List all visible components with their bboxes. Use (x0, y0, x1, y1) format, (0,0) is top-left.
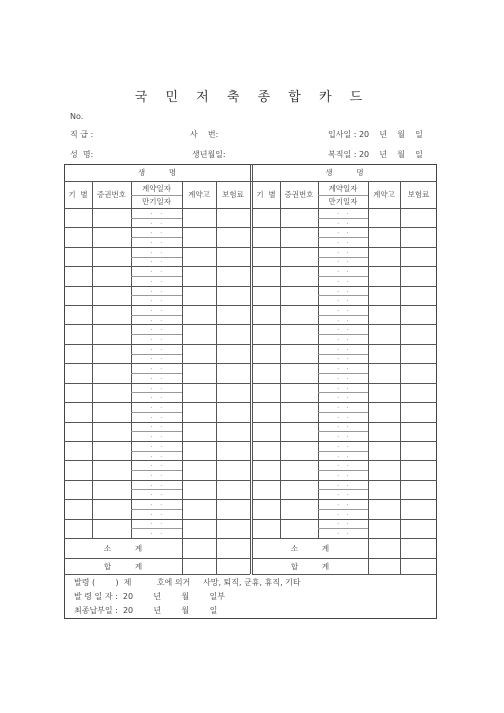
right-total-label: 합 계 (290, 561, 330, 571)
left-date-placeholder: . . (150, 509, 163, 517)
right-date-placeholder: . . (337, 432, 349, 440)
right-date-placeholder: . . (337, 364, 349, 372)
center-divider (252, 164, 253, 574)
left-total-label: 합 계 (103, 561, 143, 571)
right-date-placeholder: . . (337, 451, 349, 459)
left-date-placeholder: . . (150, 208, 163, 216)
left-date-placeholder: . . (150, 286, 163, 294)
right-date-placeholder: . . (337, 208, 349, 216)
right-col-period: 기 별 (256, 190, 276, 199)
right-date-placeholder: . . (337, 373, 349, 381)
left-date-placeholder: . . (150, 490, 163, 498)
no-label: No. (70, 112, 84, 121)
left-date-placeholder: . . (150, 412, 163, 420)
left-date-placeholder: . . (150, 383, 163, 391)
left-date-placeholder: . . (150, 296, 163, 304)
left-total-bottom (64, 574, 250, 575)
right-date-placeholder: . . (337, 354, 349, 362)
left-col-period: 기 별 (68, 190, 88, 199)
card-title: 국 민 저 축 종 합 카 드 (134, 90, 370, 105)
right-date-placeholder: . . (337, 267, 349, 275)
left-date-placeholder: . . (150, 422, 163, 430)
right-date-placeholder: . . (337, 441, 349, 449)
right-date-placeholder: . . (337, 490, 349, 498)
right-section-label: 생 명 (325, 168, 364, 177)
left-col-contract-amount: 계약고 (188, 190, 210, 199)
right-summary-column-line (368, 538, 369, 574)
left-column-line (216, 181, 217, 538)
right-col-contract-amount: 계약고 (373, 190, 395, 199)
right-date-placeholder: . . (337, 276, 349, 284)
right-date-placeholder: . . (337, 480, 349, 488)
left-date-placeholder: . . (150, 257, 163, 265)
left-col-policy-number: 증권번호 (97, 190, 126, 199)
order-date-line: 발 령 일 자 : 20 년 월 일부 (74, 592, 225, 601)
right-date-placeholder: . . (337, 247, 349, 255)
left-date-placeholder: . . (150, 218, 163, 226)
right-date-placeholder: . . (337, 228, 349, 236)
right-date-placeholder: . . (337, 344, 349, 352)
right-col-maturity-date: 만기일자 (328, 197, 358, 206)
left-date-placeholder: . . (150, 432, 163, 440)
left-date-placeholder: . . (150, 461, 163, 469)
right-date-placeholder: . . (337, 500, 349, 508)
right-date-placeholder: . . (337, 529, 349, 537)
left-date-placeholder: . . (150, 519, 163, 527)
rejoin-date-label: 복직일 : 20 년 월 일 (328, 150, 423, 159)
right-date-placeholder: . . (337, 509, 349, 517)
right-summary-column-line (400, 538, 401, 574)
left-subtotal-label: 소 계 (103, 543, 143, 553)
right-date-placeholder: . . (337, 218, 349, 226)
left-section-label: 생 명 (137, 168, 177, 177)
name-label: 성 명: (70, 150, 94, 159)
right-date-placeholder: . . (337, 335, 349, 343)
left-date-placeholder: . . (150, 402, 163, 410)
employee-number-label: 사 번: (190, 130, 219, 139)
left-summary-column-line (216, 538, 217, 574)
left-date-placeholder: . . (150, 451, 163, 459)
right-date-placeholder: . . (337, 470, 349, 478)
left-date-placeholder: . . (150, 237, 163, 245)
right-col-premium: 보험료 (407, 190, 430, 199)
right-date-placeholder: . . (337, 305, 349, 313)
left-date-placeholder: . . (150, 267, 163, 275)
rank-label: 직 급 : (70, 130, 94, 139)
left-col-contract-date: 계약일자 (142, 183, 171, 193)
right-date-placeholder: . . (337, 422, 349, 430)
right-total-bottom (252, 574, 437, 575)
left-date-placeholder: . . (150, 364, 163, 372)
center-divider (250, 164, 251, 574)
right-date-header-divider (318, 195, 368, 196)
right-column-line (400, 181, 401, 538)
final-payment-line: 최종납부일 : 20 년 월 일 (74, 606, 218, 615)
right-column-line (280, 181, 281, 538)
left-date-placeholder: . . (150, 480, 163, 488)
right-date-placeholder: . . (337, 412, 349, 420)
right-date-placeholder: . . (337, 296, 349, 304)
right-date-placeholder: . . (337, 519, 349, 527)
right-date-placeholder: . . (337, 257, 349, 265)
right-date-placeholder: . . (337, 461, 349, 469)
left-date-placeholder: . . (150, 305, 163, 313)
right-date-placeholder: . . (337, 383, 349, 391)
right-date-placeholder: . . (337, 315, 349, 323)
right-date-placeholder: . . (337, 286, 349, 294)
left-summary-column-line (182, 538, 183, 574)
left-date-header-divider (131, 195, 182, 196)
left-date-placeholder: . . (150, 335, 163, 343)
left-col-maturity-date: 만기일자 (142, 197, 171, 206)
right-date-placeholder: . . (337, 393, 349, 401)
left-col-premium: 보험료 (222, 190, 244, 199)
left-date-placeholder: . . (150, 354, 163, 362)
left-date-placeholder: . . (150, 228, 163, 236)
left-column-line (92, 181, 93, 538)
right-subtotal-label: 소 계 (290, 543, 330, 553)
left-date-placeholder: . . (150, 441, 163, 449)
right-date-placeholder: . . (337, 237, 349, 245)
left-column-line (182, 181, 183, 538)
left-date-placeholder: . . (150, 500, 163, 508)
left-date-placeholder: . . (150, 315, 163, 323)
right-date-placeholder: . . (337, 402, 349, 410)
order-line: 발령 ( ) 제 호에 의거 사망, 퇴직, 군휴, 휴직, 기타 (74, 578, 301, 587)
birth-date-label: 생년월일: (192, 150, 226, 159)
left-date-placeholder: . . (150, 393, 163, 401)
left-date-placeholder: . . (150, 373, 163, 381)
left-date-placeholder: . . (150, 276, 163, 284)
left-date-placeholder: . . (150, 325, 163, 333)
right-col-contract-date: 계약일자 (328, 183, 358, 193)
left-date-placeholder: . . (150, 344, 163, 352)
right-col-policy-number: 증권번호 (284, 190, 314, 199)
right-date-placeholder: . . (337, 325, 349, 333)
right-column-line (368, 181, 369, 538)
left-date-placeholder: . . (150, 470, 163, 478)
left-date-placeholder: . . (150, 247, 163, 255)
join-date-label: 입사일 : 20 년 월 일 (328, 130, 423, 139)
left-date-placeholder: . . (150, 529, 163, 537)
